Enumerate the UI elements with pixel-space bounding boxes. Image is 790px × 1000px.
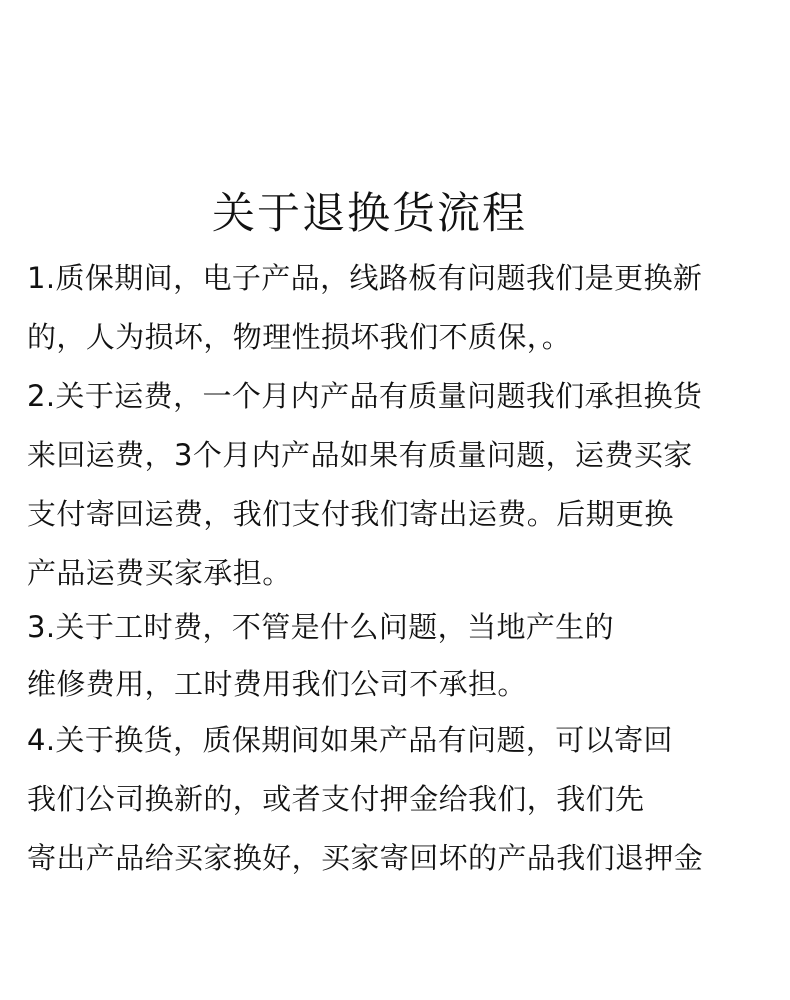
- text-line-4: 来回运费，3个月内产品如果有质量问题，运费买家: [27, 438, 693, 472]
- text-line-9: 4.关于换货，质保期间如果产品有问题，可以寄回: [27, 723, 673, 757]
- text-line-2: 的，人为损坏，物理性损坏我们不质保，。: [27, 320, 572, 354]
- text-line-8: 维修费用，工时费用我们公司不承担。: [27, 667, 527, 701]
- text-line-11: 寄出产品给买家换好，买家寄回坏的产品我们退押金: [27, 841, 704, 875]
- text-line-3: 2.关于运费，一个月内产品有质量问题我们承担换货: [27, 379, 703, 413]
- document-title: 关于退换货流程: [212, 189, 527, 239]
- text-line-10: 我们公司换新的，或者支付押金给我们，我们先: [27, 782, 645, 816]
- text-line-1: 1.质保期间，电子产品，线路板有问题我们是更换新: [27, 261, 703, 295]
- text-line-6: 产品运费买家承担。: [27, 556, 292, 590]
- text-line-5: 支付寄回运费，我们支付我们寄出运费。后期更换: [27, 497, 674, 531]
- text-line-7: 3.关于工时费，不管是什么问题，当地产生的: [27, 610, 615, 644]
